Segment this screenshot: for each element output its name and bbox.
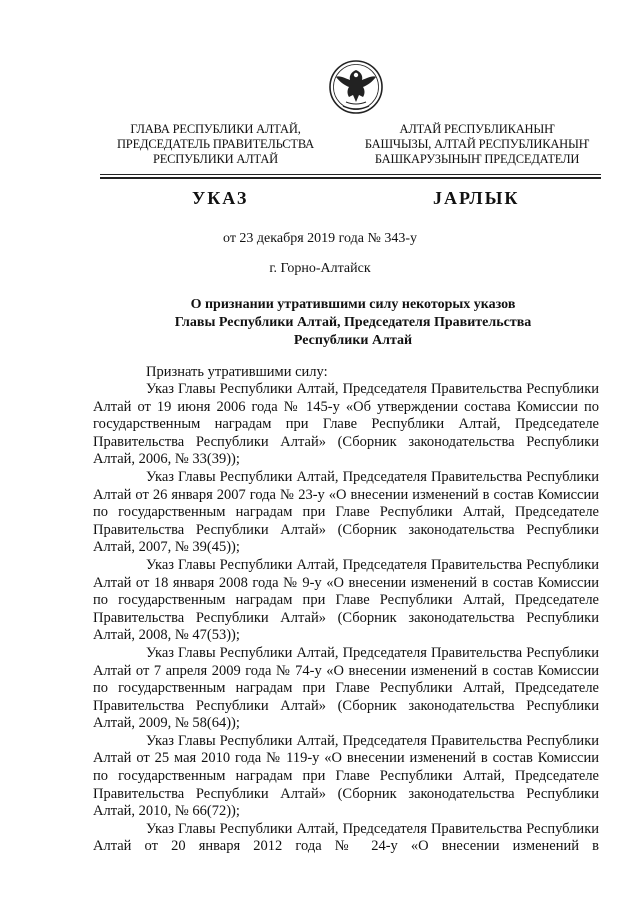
header-left-line: ПРЕДСЕДАТЕЛЬ ПРАВИТЕЛЬСТВА [116, 137, 315, 151]
header-divider-thick [100, 177, 601, 179]
decree-paragraph: Указ Главы Республики Алтай, Председателя Правительства Республики Алтай от 7 апреля 2009 года № 74-у «О внесении изменений в состав Комиссии по государственным наградам при Главе Республики Алтай, Председателе Правительства Республики Алтай» (Сборник законодательства Республики Алтай, 2009, № 58(64)); [93, 644, 599, 732]
document-title-line: О признании утратившими силу некоторых указов [190, 297, 516, 312]
header-divider-thin [100, 174, 601, 175]
header-right-line: БАШКАРУЗЫНЫҤ ПРЕДСЕДАТЕЛИ [374, 152, 580, 166]
decree-paragraph: Указ Главы Республики Алтай, Председателя Правительства Республики Алтай от 19 июня 2006 года № 145-у «Об утверждении состава Комиссии по государственным наградам при Главе Республики Алтай, Председателе Правительства Республики Алтай» (Сборник законодательства Республики Алтай, 2006, № 33(39)); [93, 381, 599, 468]
document-city: г. Горно-Алтайск [269, 261, 371, 276]
document-title-line: Главы Республики Алтай, Председателя Правительства [174, 315, 532, 330]
header-left-line: ГЛАВА РЕСПУБЛИКИ АЛТАЙ, [130, 122, 301, 136]
header-right-block [352, 122, 602, 167]
header-right-line: БАШЧЫЗЫ, АЛТАЙ РЕСПУБЛИКАНЫҤ [364, 137, 590, 151]
header-left-line: РЕСПУБЛИКИ АЛТАЙ [152, 152, 279, 166]
decree-paragraph: Указ Главы Республики Алтай, Председателя Правительства Республики Алтай от 25 мая 2010 года № 119-у «О внесении изменений в состав Комиссии по государственным наградам при Главе Республики Алтай, Председателе Правительства Республики Алтай» (Сборник законодательства Республики Алтай, 2010, № 66(72)); [93, 732, 599, 820]
header-left-block [103, 122, 328, 167]
document-body [93, 381, 599, 856]
doc-type-russian: УКАЗ [192, 188, 249, 208]
document-title-line: Республики Алтай [293, 333, 413, 348]
header-right-line: АЛТАЙ РЕСПУБЛИКАНЫҤ [399, 122, 555, 136]
decree-paragraph: Указ Главы Республики Алтай, Председателя Правительства Республики Алтай от 26 января 2007 года № 23-у «О внесении изменений в состав Комиссии по государственным наградам при Главе Республики Алтай, Председателе Правительства Республики Алтай» (Сборник законодательства Республики Алтай, 2007, № 39(45)); [93, 468, 599, 556]
decree-paragraph: Указ Главы Республики Алтай, Председателя Правительства Республики Алтай от 20 января 2012 года № 24-у «О внесении изменений в [93, 820, 599, 855]
document-date-number: от 23 декабря 2019 года № 343-у [223, 231, 417, 246]
coat-of-arms-emblem [327, 56, 385, 120]
intro-text: Признать утратившими силу: [146, 364, 328, 380]
decree-paragraph: Указ Главы Республики Алтай, Председателя Правительства Республики Алтай от 18 января 2008 года № 9-у «О внесении изменений в состав Комиссии по государственным наградам при Главе Республики Алтай, Председателе Правительства Республики Алтай» (Сборник законодательства Республики Алтай, 2008, № 47(53)); [93, 556, 599, 644]
doc-type-altai: ЈАРЛЫК [433, 188, 520, 208]
document-title [120, 296, 586, 350]
